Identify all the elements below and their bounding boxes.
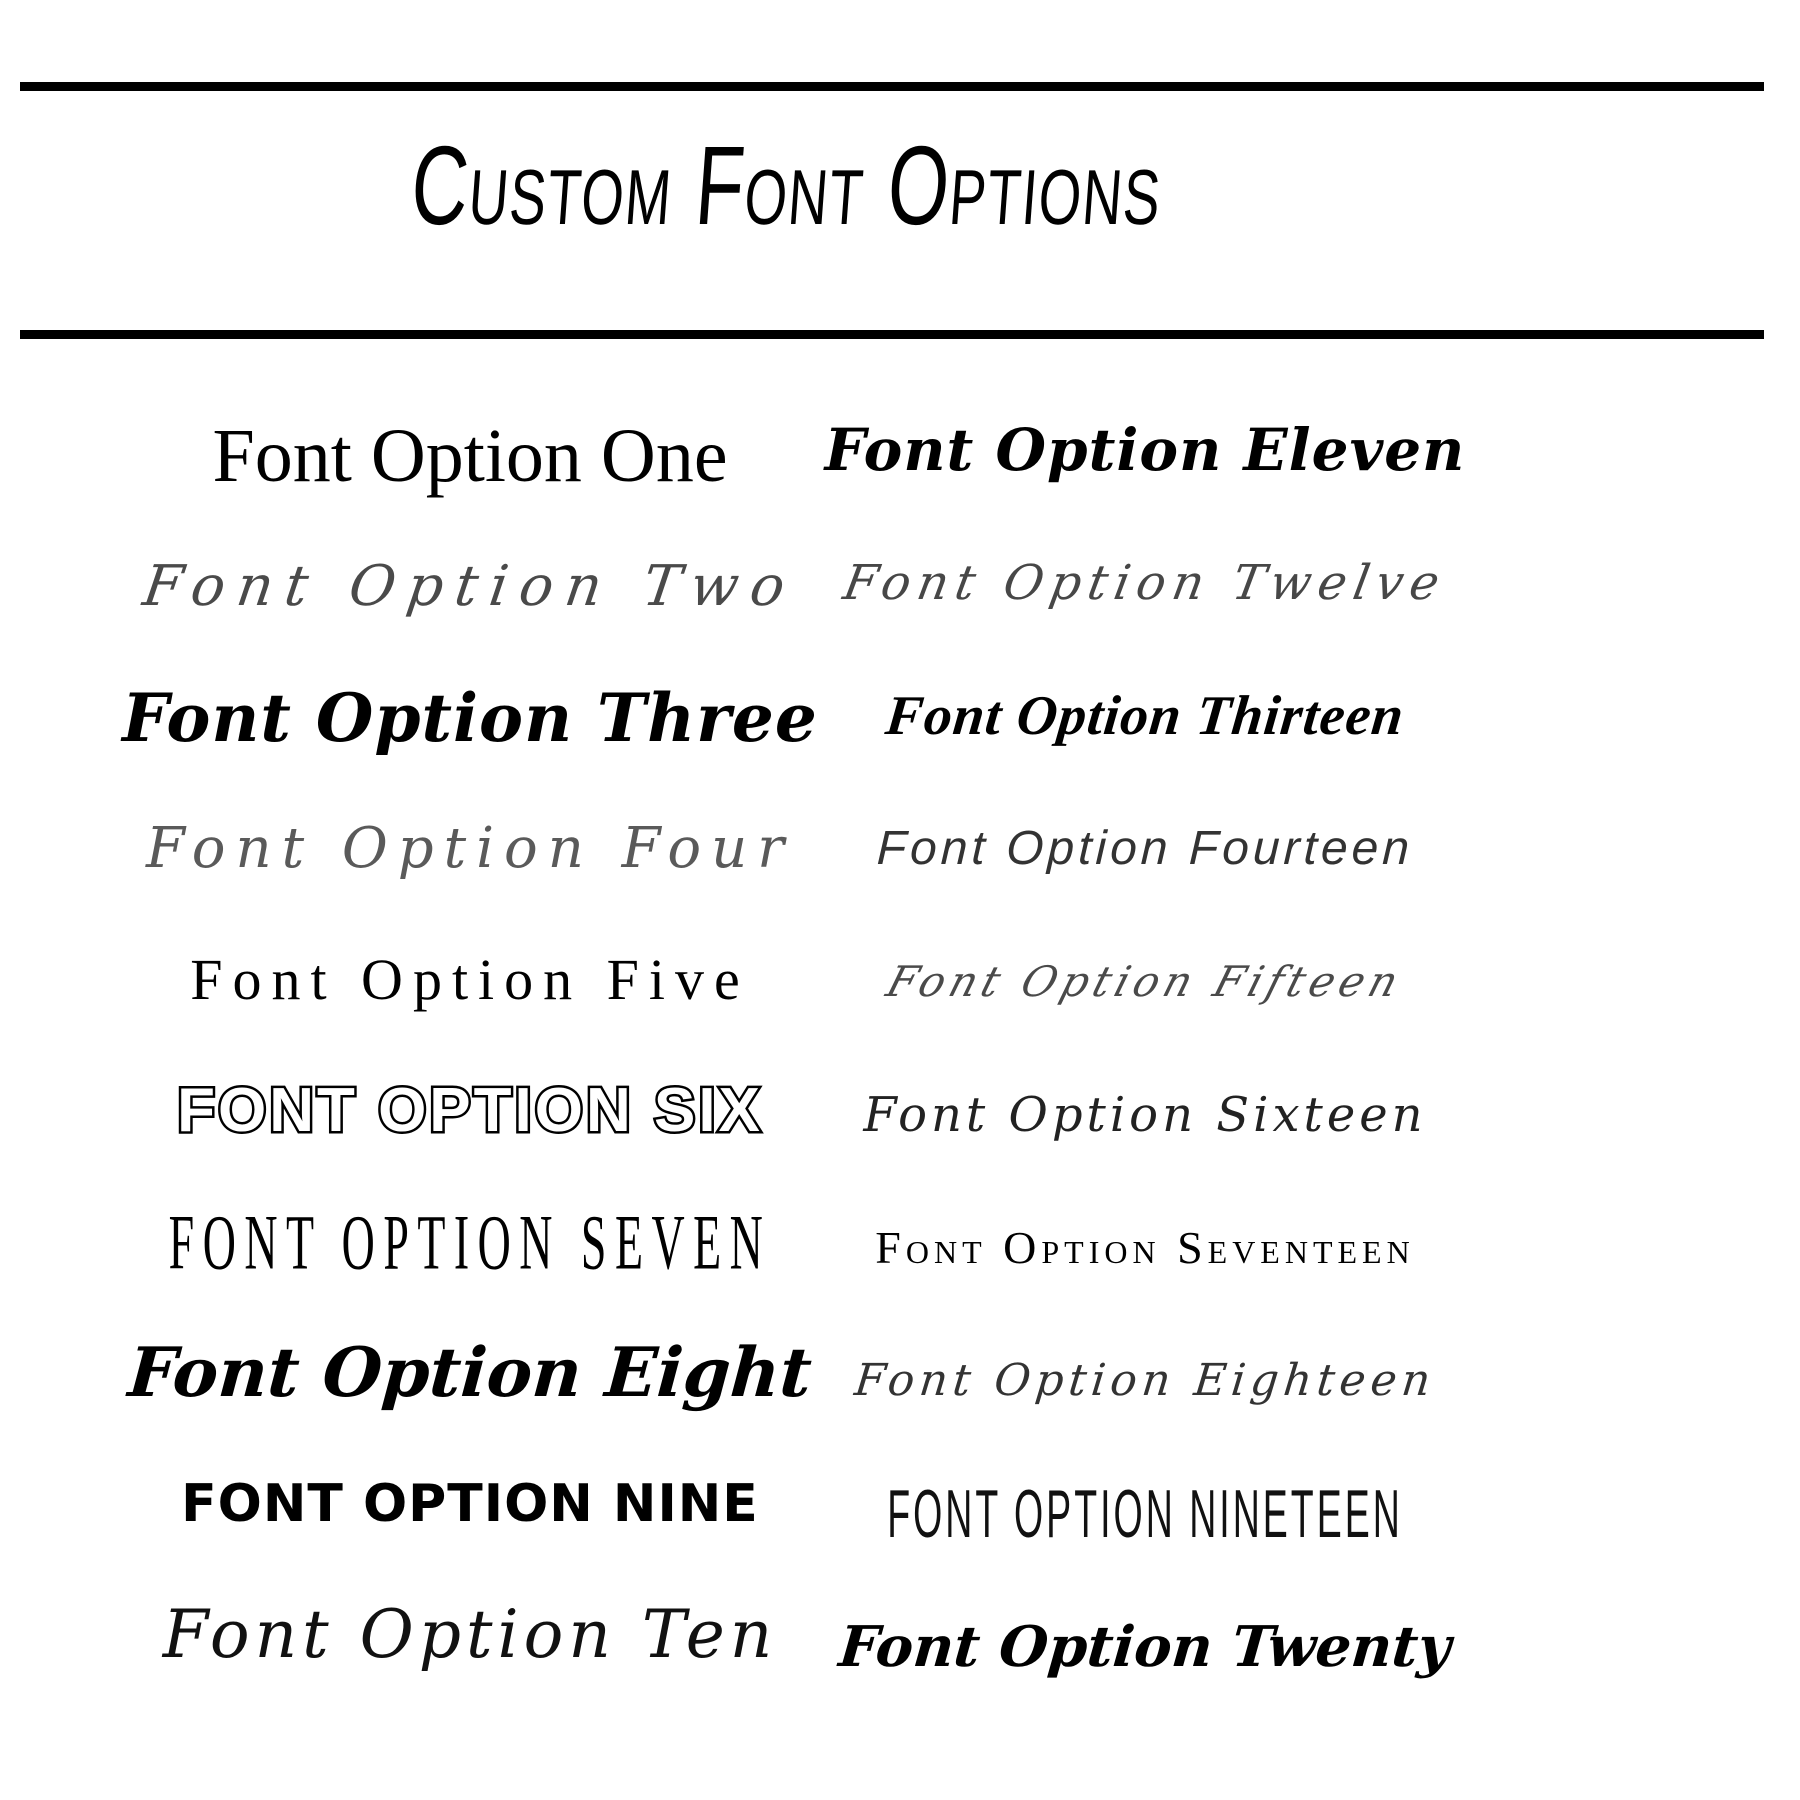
font-option-sample-15: Font Option Fifteen [881, 956, 1409, 1006]
font-option-sample-7: FONT OPTION SEVEN [168, 1198, 772, 1285]
font-option-sample-2: Font Option Two [139, 553, 801, 619]
font-option-sample-20: Font Option Twenty [836, 1613, 1454, 1680]
font-option-sample-5: Font Option Five [190, 946, 750, 1012]
top-divider-line [20, 82, 1764, 91]
font-option-sample-17: Font Option Seventeen [875, 1221, 1415, 1273]
font-column-left [122, 390, 818, 1700]
font-option-sample-19: FONT OPTION NINETEEN [887, 1475, 1403, 1552]
font-option-sample-11: Font Option Eleven [824, 415, 1466, 484]
header-bottom-divider-line [20, 330, 1764, 339]
font-option-sample-16: Font Option Sixteen [863, 1086, 1427, 1143]
font-option-sample-14: Font Option Fourteen [875, 821, 1415, 875]
font-option-sample-3: Font Option Three [122, 678, 818, 757]
font-option-sample-8: Font Option Eight [125, 1332, 815, 1413]
page-title: Custom Font Options [407, 123, 1167, 248]
font-option-sample-9: FONT OPTION NINE [181, 1473, 759, 1534]
font-column-right [824, 383, 1466, 1713]
font-option-sample-13: Font Option Thirteen [882, 684, 1408, 747]
font-option-sample-18: Font Option Eighteen [852, 1354, 1438, 1406]
font-option-sample-1: Font Option One [212, 413, 728, 498]
font-option-sample-10: Font Option Ten [162, 1595, 778, 1673]
font-option-sample-6: FONT OPTION SIX [177, 1075, 763, 1145]
font-option-sample-4: Font Option Four [146, 815, 794, 881]
font-option-sample-12: Font Option Twelve [839, 554, 1451, 611]
